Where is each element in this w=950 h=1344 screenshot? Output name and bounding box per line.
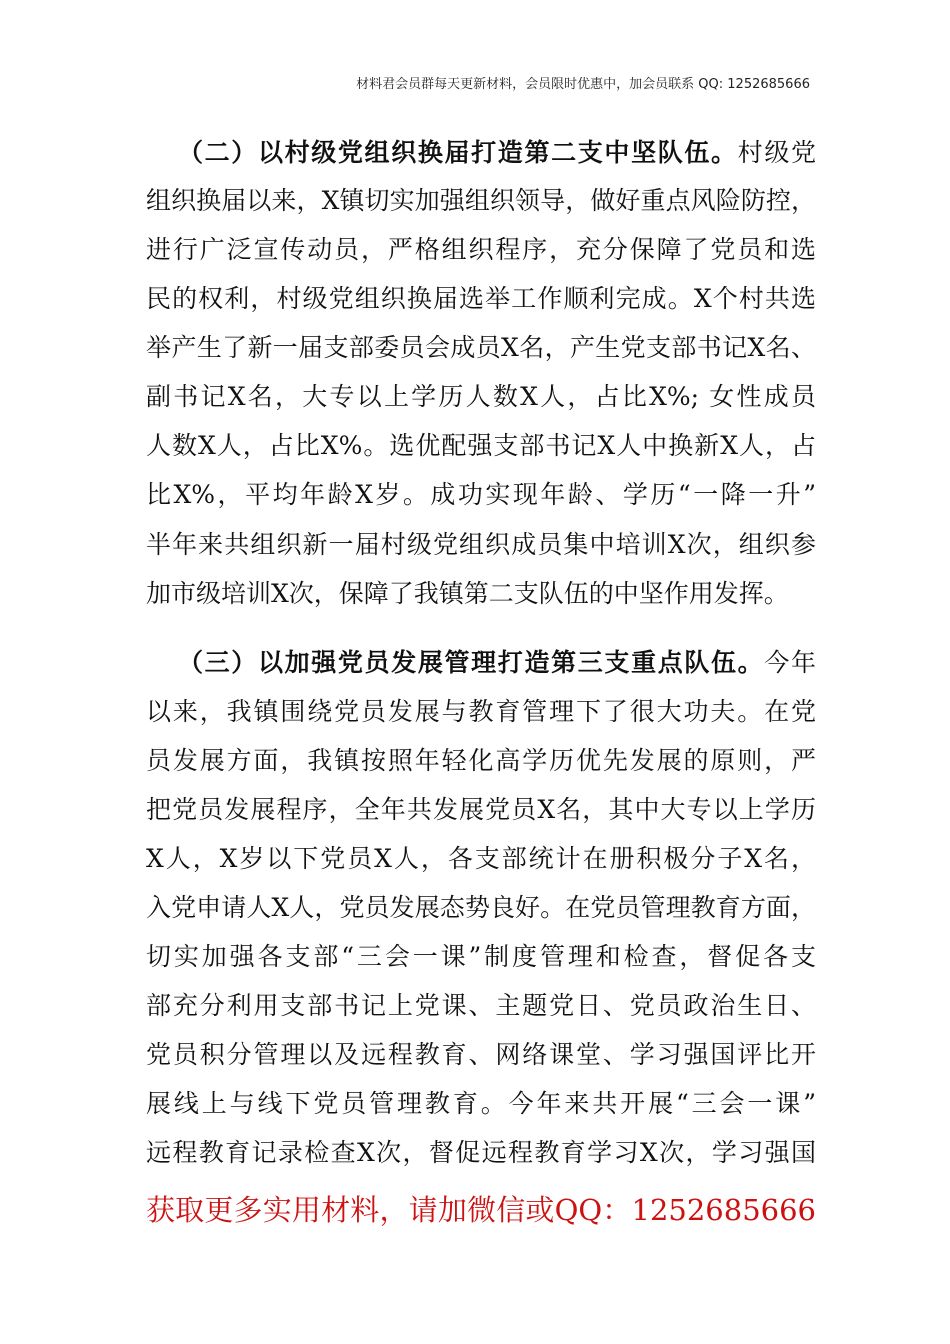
footer-ad: 获取更多实用材料，请加微信或QQ：1252685666: [146, 1193, 816, 1227]
section3-line: 部充分利用支部书记上党课、主题党日、党员政治生日、: [146, 991, 816, 1020]
section2-line: 人数X人，占比X%。选优配强支部书记X人中换新X人，占: [146, 431, 816, 460]
section2-line: 比X%，平均年龄X岁。成功实现年龄、学历“一降一升”: [146, 480, 816, 509]
section3-line: 以来，我镇围绕党员发展与教育管理下了很大功夫。在党: [146, 697, 816, 726]
section2-line: 民的权利，村级党组织换届选举工作顺利完成。X个村共选: [146, 284, 816, 313]
section3-line: 展线上与线下党员管理教育。今年来共开展“三会一课”: [146, 1089, 816, 1118]
section3-first-tail: 今年: [764, 648, 816, 677]
section2-line: 加市级培训X次，保障了我镇第二支队伍的中坚作用发挥。: [146, 579, 789, 608]
section3-heading: （三）以加强党员发展管理打造第三支重点队伍。: [178, 648, 765, 677]
section2-first-tail: 村级党: [737, 138, 816, 167]
section3-line: 远程教育记录检查X次，督促远程教育学习X次，学习强国: [146, 1138, 816, 1167]
section2-line: 副书记X名，大专以上学历人数X人，占比X%; 女性成员: [146, 382, 816, 411]
section3-first-line: [178, 648, 816, 678]
section3-line: 切实加强各支部“三会一课”制度管理和检查，督促各支: [146, 942, 816, 971]
section2-first-line: [178, 138, 816, 168]
section3-line: X人，X岁以下党员X人，各支部统计在册积极分子X名，: [146, 844, 816, 873]
section2-line: 进行广泛宣传动员，严格组织程序，充分保障了党员和选: [146, 235, 816, 264]
section3-line: 入党申请人X人，党员发展态势良好。在党员管理教育方面，: [146, 893, 816, 922]
section2-line: 举产生了新一届支部委员会成员X名，产生党支部书记X名、: [146, 333, 816, 362]
header-note: 材料君会员群每天更新材料，会员限时优惠中，加会员联系 QQ: 1252685666: [356, 77, 810, 92]
section3-line: 把党员发展程序，全年共发展党员X名，其中大专以上学历: [146, 795, 816, 824]
section3-line: 员发展方面，我镇按照年轻化高学历优先发展的原则，严: [146, 746, 816, 775]
section2-line: 半年来共组织新一届村级党组织成员集中培训X次，组织参: [146, 530, 816, 559]
section2-line: 组织换届以来，X镇切实加强组织领导，做好重点风险防控，: [146, 186, 816, 215]
section3-line: 党员积分管理以及远程教育、网络课堂、学习强国评比开: [146, 1040, 816, 1069]
section2-heading: （二）以村级党组织换届打造第二支中坚队伍。: [178, 138, 738, 167]
